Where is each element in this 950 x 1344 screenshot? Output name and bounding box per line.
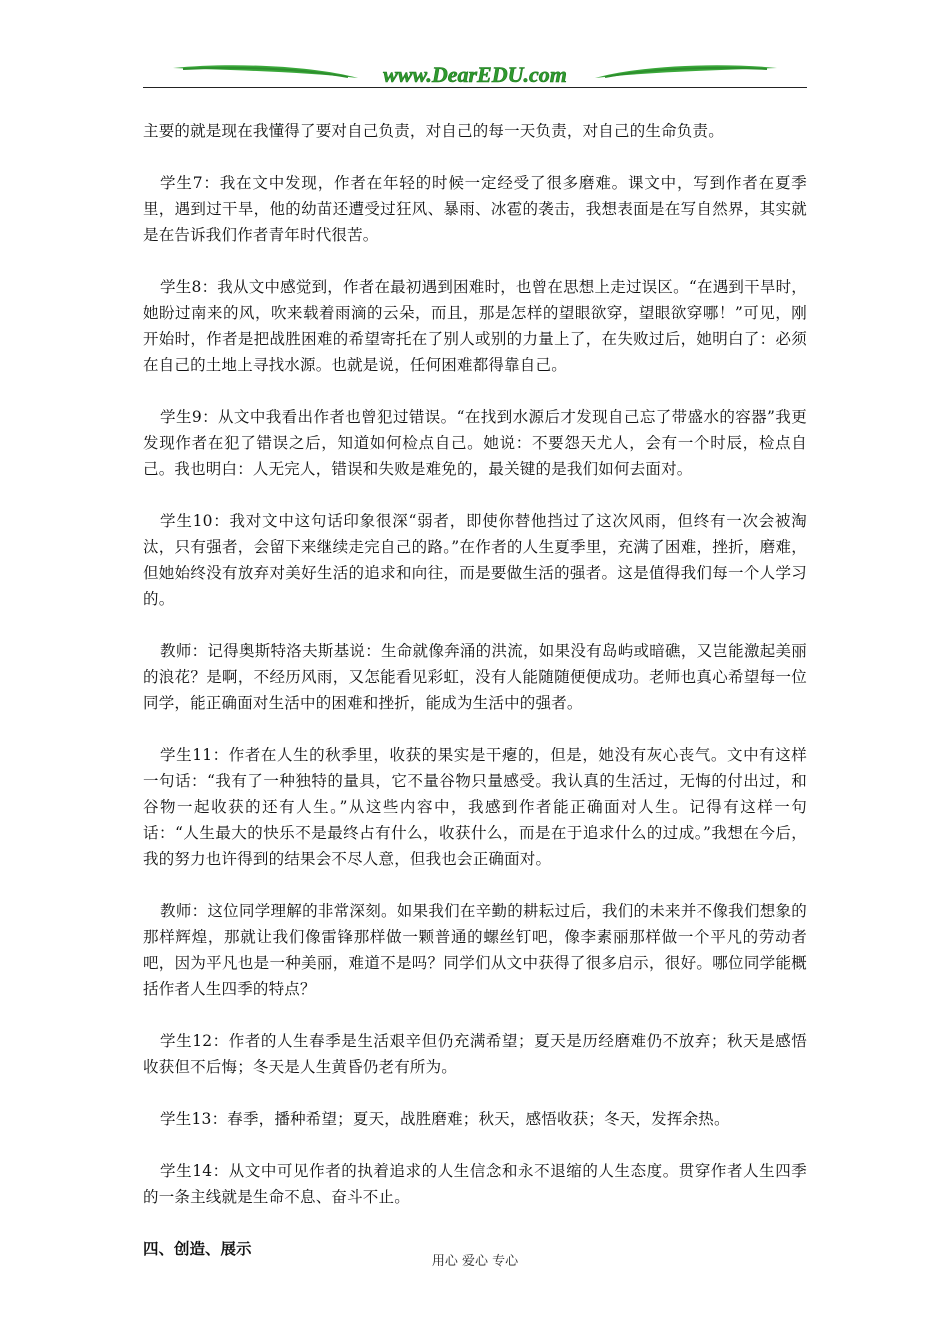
body-paragraph: 学生13：春季，播种希望；夏天，战胜磨难；秋天，感悟收获；冬天，发挥余热。: [160, 1110, 730, 1128]
body-paragraph: 教师：这位同学理解的非常深刻。如果我们在辛勤的耕耘过后，我们的未来并不像我们想象的那样辉煌，那就让我们像雷锋那样做一颗普通的螺丝钉吧，像李素丽那样做一个平凡的劳动者吧，因为平凡也是一种美丽，难道不是吗？同学们从文中获得了很多启示，很好。哪位同学能概括作者人生四季的特点？: [143, 902, 807, 998]
body-paragraph: 学生11：作者在人生的秋季里，收获的果实是干瘪的，但是，她没有灰心丧气。文中有这样一句话：“我有了一种独特的量具，它不量谷物只量感受。我认真的生活过，无悔的付出过，和谷物一起收获的还有人生。”从这些内容中，我感到作者能正确面对人生。记得有这样一句话：“人生最大的快乐不是最终占有什么，收获什么，而是在于追求什么的过成。”我想在今后，我的努力也许得到的结果会不尽人意，但我也会正确面对。: [143, 746, 807, 868]
paragraph-gap: [143, 378, 807, 404]
body-paragraph: 学生7：我在文中发现，作者在年轻的时候一定经受了很多磨难。课文中，写到作者在夏季里，遇到过干旱，他的幼苗还遭受过狂风、暴雨、冰雹的袭击，我想表面是在写自然界，其实就是在告诉我们作者青年时代很苦。: [143, 174, 807, 244]
page-footer: 用心 爱心 专心: [431, 1254, 519, 1269]
header-divider: [143, 87, 807, 88]
paragraph-gap: [143, 1080, 807, 1106]
body-paragraph: 学生10：我对文中这句话印象很深“弱者，即使你替他挡过了这次风雨，但终有一次会被淘汰，只有强者，会留下来继续走完自己的路。”在作者的人生夏季里，充满了困难，挫折，磨难，但她始终没有放弃对美好生活的追求和向往，而是要做生活的强者。这是值得我们每一个人学习的。: [143, 512, 807, 608]
paragraph-gap: [143, 612, 807, 638]
document-body: [143, 118, 807, 1262]
body-paragraph: 学生9：从文中我看出作者也曾犯过错误。“在找到水源后才发现自己忘了带盛水的容器”我更发现作者在犯了错误之后，知道如何检点自己。她说：不要怨天尤人，会有一个时辰，检点自己。我也明白：人无完人，错误和失败是难免的，最关键的是我们如何去面对。: [143, 408, 807, 478]
paragraph-gap: [143, 248, 807, 274]
site-logo-text: www.DearEDU.com: [383, 62, 567, 87]
body-paragraph: 主要的就是现在我懂得了要对自己负责，对自己的每一天负责，对自己的生命负责。: [143, 122, 724, 140]
site-header-logo: [143, 56, 807, 90]
paragraph-gap: [143, 1132, 807, 1158]
paragraph-gap: [143, 716, 807, 742]
paragraph-gap: [143, 872, 807, 898]
paragraph-gap: [143, 1210, 807, 1236]
green-swoosh-logo-icon: [143, 56, 807, 90]
section-heading: 四、创造、展示: [143, 1239, 252, 1258]
body-paragraph: 教师：记得奥斯特洛夫斯基说：生命就像奔涌的洪流，如果没有岛屿或暗礁，又岂能激起美丽的浪花？是啊，不经历风雨，又怎能看见彩虹，没有人能随随便便成功。老师也真心希望每一位同学，能正确面对生活中的困难和挫折，能成为生活中的强者。: [143, 642, 807, 712]
paragraph-gap: [143, 482, 807, 508]
body-paragraph: 学生14：从文中可见作者的执着追求的人生信念和永不退缩的人生态度。贯穿作者人生四季的一条主线就是生命不息、奋斗不止。: [143, 1162, 807, 1206]
body-paragraph: 学生12：作者的人生春季是生活艰辛但仍充满希望；夏天是历经磨难仍不放弃；秋天是感悟收获但不后悔；冬天是人生黄昏仍老有所为。: [143, 1032, 807, 1076]
paragraph-gap: [143, 1002, 807, 1028]
body-paragraph: 学生8：我从文中感觉到，作者在最初遇到困难时，也曾在思想上走过误区。“在遇到干旱时，她盼过南来的风，吹来载着雨滴的云朵，而且，那是怎样的望眼欲穿，望眼欲穿哪！”可见，刚开始时，作者是把战胜困难的希望寄托在了别人或别的力量上了，在失败过后，她明白了：必须在自己的土地上寻找水源。也就是说，任何困难都得靠自己。: [143, 278, 807, 374]
paragraph-gap: [143, 144, 807, 170]
